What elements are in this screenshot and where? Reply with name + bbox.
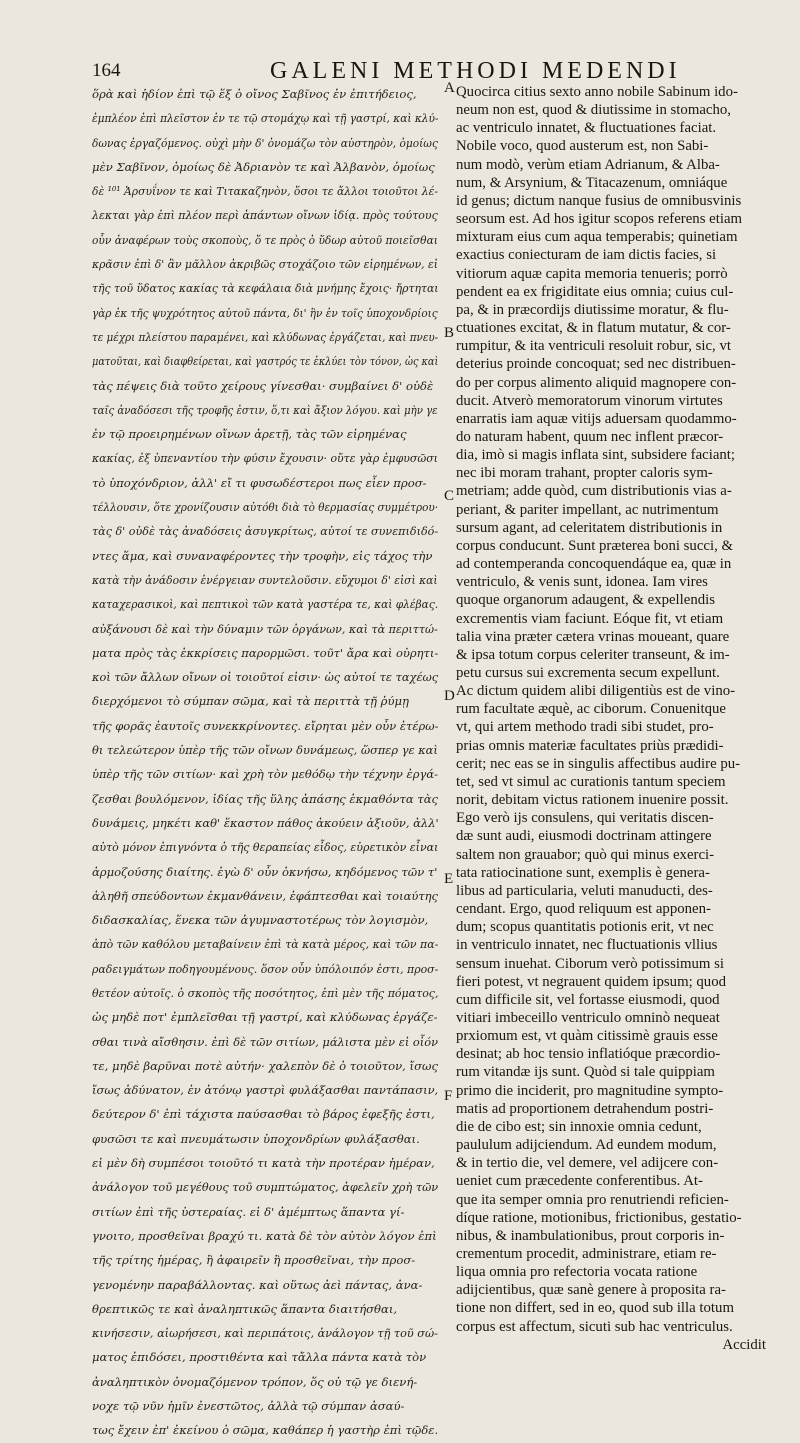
latin-line: rum vitandæ ijs sunt. Quòd si tale quippiam [456,1064,715,1081]
greek-line: δωνας ἐργαζόμενος. οὐχὶ μὴν δ' ὀνομάζω τὸν αὐστηρὸν, ὁμοίως [92,135,438,150]
latin-line: exactius coniecturam de iam dictis facies, si [456,247,717,264]
latin-line: dum; scopus quantitatis potionis erit, vt nec [456,919,714,936]
latin-line: num modò, verùm etiam Adrianum, & Alba- [456,156,720,173]
latin-line: deterius proinde concoquat; sed nec distribuen- [456,356,736,373]
greek-line: δὲ ¹⁰¹ Ἀρσυΐνον τε καὶ Τιτακαζηνὸν, ὅσοι τε ἄλλοι τοιοῦτοι λέ- [92,184,438,199]
greek-line: ἀληθῆ σπεύδοντων ἐκμανθάνειν, ἐφάπτεσθαι καὶ τοιαύτης [92,888,438,903]
latin-line: ac ventriculo innatet, & fluctuationes faciat. [456,120,717,137]
greek-line: οὖν ἀναφέρων τοὺς σκοποὺς, ὅ τε πρὸς ὁ ὕδωρ αὐτοῦ ποιεῖσθαι [92,232,438,247]
running-head: GALENI METHODI MEDENDI [270,58,681,84]
greek-line: κρᾶσιν ἐπὶ δ' ἂν μᾶλλον ἀκριβῶς στοχάζοιο τῶν εἰρημένων, εἰ [92,257,439,272]
latin-line: desinat; ab hoc tensio inflatióque præcordio- [456,1046,721,1063]
greek-line: τέλλουσιν, ὅτε χρονίζουσιν αὐτόθι διὰ τὸ θερμασίας συμμέτρου· [92,500,439,515]
latin-line: excrementis viam faciunt. Eóque fit, vt etiam [456,610,724,627]
greek-line: ἀνάλογον τοῦ μεγέθους τοῦ συμπτώματος, ἀφελεῖν χρὴ τῶν [92,1180,439,1195]
greek-line: ἴσως ἀδύνατον, ἐν ἀτόνῳ γαστρὶ φυλάξασθαι παντάπασιν, [92,1083,439,1098]
greek-line: τε, μηδὲ βαρῦναι ποτὲ αὐτήν· χαλεπὸν δὲ ὁ τοιοῦτον, ἴσως [92,1058,438,1073]
latin-line: do per corpus alimento aliquid magnopere con- [456,374,737,391]
greek-line: τῆς τρίτης ἡμέρας, ἢ ἀφαιρεῖν ἢ προσθεῖναι, τὴν προσ- [92,1253,416,1268]
latin-line: nibus, & inambulationibus, prout corporis in- [456,1227,725,1244]
latin-line: ad contemperanda concoquendáque ea, quæ in [456,556,732,573]
latin-line: Quocirca citius sexto anno nobile Sabinum ido- [456,84,738,100]
greek-line: φυσῶσι τε καὶ πνευμάτωσιν ὑποχονδρίων φυλάξασθαι. [92,1131,420,1146]
latin-text-column [456,83,766,1354]
latin-line: ducit. Atverò memoratorum vinorum virtutes [456,392,723,409]
greek-line: τε μέχρι πλείστου παραμένει, καὶ κλύδωνας ἐργάζεται, καὶ πνευ- [92,329,439,344]
greek-line: γὰρ ἐκ τῆς ψυχρότητος αὐτοῦ πάντα, δι' ἣν ἐν τοῖς ὑποχονδρίοις [92,305,438,320]
latin-line: rumpitur, & ita ventriculi resoluit robur, sic, vt [456,338,731,355]
greek-line: σθαι τινὰ αἴσθησιν. ἐπὶ δὲ τῶν σιτίων, μάλιστα μὲν εἰ οἷόν [92,1034,439,1049]
latin-line: ctuationes excitat, & in flatum mutatur, & cor- [456,320,731,337]
latin-line: mixturam eius cum aqua temperabis; quinetiam [456,229,738,246]
greek-line: θρεπτικῶς τε καὶ ἀναληπτικῶς ἅπαντα διαιτήσθαι, [92,1301,398,1316]
section-marker-b: B [444,325,455,341]
latin-line: sensum inuehat. Ciborum verò potissimum si [456,955,724,972]
greek-text-column [92,82,438,1443]
greek-line: γνοιτο, προσθεῖναι βραχύ τι. κατὰ δὲ τὸν αὐτὸν λόγον ἐπὶ [92,1228,437,1243]
greek-line: ντες ἅμα, καὶ συναναφέροντες τὴν τροφὴν, εἰς τάχος τὴν [92,548,433,563]
greek-line: τως ἔχειν ἐπ' ἐκείνου ὁ σῶμα, καθάπερ ἡ γαστὴρ ἐπὶ τῷδε. [92,1423,439,1438]
latin-line: tione non differt, sed in eo, quod sub illa totum [456,1300,734,1317]
latin-line: dia, imò si magis inflata sint, subsidere faciant; [456,447,736,464]
greek-line: ὅρὰ καὶ ἡδίον ἐπὶ τῷ ἕξ ὁ οἴνος Σαβῖνος ἐν ἐπιτήδειος, [92,87,417,101]
latin-line: prias omnis materiæ facultates priùs prædidi- [456,737,724,754]
latin-line: die de cibo est; sin innoxie omnia cedunt, [456,1118,702,1135]
section-marker-f: F [444,1088,453,1104]
greek-line: ραδειγμάτων ποδηγουμένους. ὅσον οὖν ὑπόλοιπόν ἐστι, προσ- [92,961,439,976]
latin-line: vt, qui artem methodo tradi sibi studet, pro- [456,719,714,736]
greek-line: τὰς πέψεις διὰ τοῦτο χείρους γίνεσθαι· συμβαίνει δ' οὐδὲ [92,378,434,393]
latin-line: vitiari imbeceillo ventriculo omninò nequeat [456,1009,720,1026]
latin-line: Ego verò ijs consulens, qui veritatis discen- [456,810,714,827]
latin-line: periant, & pariter impellant, ac nutrimentum [456,501,719,518]
latin-line: seorsum est. Ad hos igitur scopos referens etiam [456,211,743,228]
greek-line: ματοῦται, καὶ διαφθείρεται, καὶ γαστρός τε ἐκλύει τὸν τόνον, ὡς καὶ [92,354,439,369]
greek-line: γενομένην παραβάλλοντας. καὶ οὕτως ἀεὶ πάντας, ἀνα- [92,1277,423,1292]
section-marker-a: A [444,80,455,96]
latin-line: nec ibi moram trahant, propter caloris sym- [456,465,713,482]
latin-line: sursum agant, ad celeritatem distributionis in [456,519,723,536]
section-marker-e: E [444,871,454,887]
latin-line: petu cursus sui excrementa secum expellunt. [456,665,720,681]
latin-line: corpus conducunt. Sunt præterea boni succi, & [456,537,733,554]
latin-line: cum difficile sit, vel fortasse eiusmodi, quod [456,991,720,1008]
greek-line: ἀπὸ τῶν καθόλου μεταβαίνειν ἐπὶ τὰ κατὰ μέρος, καὶ τῶν πα- [92,937,439,952]
latin-line: que ita semper omnia pro renutriendi reficien- [456,1191,729,1208]
greek-line: ματος ἐπιδόσει, προστιθέντα καὶ τἄλλα πάντα κατὰ τὸν [92,1350,427,1365]
latin-line: ueniet cum præcedente conferentibus. At- [456,1173,703,1190]
greek-line: κοὶ τῶν ἄλλων οἴνων οἱ τοιοῦτοί εἰσιν· ὡς αὐτοί τε ταχέως [92,670,439,685]
latin-line: neum non est, quod & diutissime in stomacho, [456,102,731,119]
latin-line: ventriculo, & venis sunt, idonea. Iam vires [456,574,708,591]
latin-line: quoque organorum adaugent, & expellendis [456,592,716,609]
latin-line: metriam; adde quòd, cum distributionis vias a- [456,483,732,500]
latin-line: num, & Arsynium, & Titacazenum, omniáque [456,174,728,191]
section-marker-c: C [444,488,455,504]
latin-line: adijcientibus, quæ sanè genere à proposita ra- [456,1282,726,1299]
latin-line: crementum procedit, administrare, etiam re- [456,1246,717,1262]
greek-line: λεκται γὰρ ἐπὶ πλέον περὶ ἁπάντων οἴνων ἰδίᾳ. πρὸς τούτους [92,208,438,223]
greek-line: σιτίων ἐπὶ τῆς ὑστεραίας. εἰ δ' ἀμέμπτως ἅπαντα γί- [92,1204,405,1219]
greek-line: ἁρμοζούσης διαίτης. ἐγὼ δ' οὖν ὀκνήσω, κηδόμενος τῶν τ' [92,864,438,879]
greek-line: ὡς μηδὲ ποτ' ἐμπλεῖσθαι τῇ γαστρί, καὶ κλύδωνας ἐργάζε- [92,1010,438,1025]
latin-line: dæ sunt audi, eiusmodi doctrinam attingere [456,828,712,845]
greek-line: τῆς τοῦ ὕδατος κακίας τὰ κεφάλαια διὰ μνήμης ἔχοις· ἤρτηται [92,281,439,296]
greek-line: διδασκαλίας, ἕνεκα τῶν ἀγυμναστοτέρως τὸν λογισμὸν, [92,913,429,928]
latin-line: id genus; dictum nanque fusius de omnibusvinis [456,192,742,209]
latin-line: cerit; nec eas se in singulis affectibus audire pu- [456,755,741,772]
latin-line: cendant. Ergo, quod reliquum est apponen- [456,901,711,918]
latin-line: pa, & in præcordijs diutissime moratur, & flu- [456,301,729,318]
latin-line: corpus est affectum, sicuti sub hac ventriculus. [456,1318,733,1335]
greek-line: μὲν Σαβῖνον, ὁμοίως δὲ Ἀδριανὸν τε καὶ Ἀλβανὸν, ὁμοίως [92,159,435,174]
greek-line: τὰς δ' οὐδὲ τὰς ἀναδόσεις ἀσυγκρίτως, αὐτοί τε συνεπιδιδό- [92,524,439,539]
greek-line: εἰ μὲν δὴ συμπέσοι τοιοῦτό τι κατὰ τὴν προτέραν ἡμέραν, [92,1156,435,1171]
latin-line: Ac dictum quidem alibi diligentiùs est de vino- [456,683,736,700]
latin-line: vitiorum aquæ capita memoria tenueris; porrò [456,265,728,282]
latin-line: Nobile voco, quod austerum est, non Sabi- [456,138,709,155]
greek-line: αὐξάνουσι δὲ καὶ τὴν δύναμιν τῶν ὀργάνων, καὶ τὰ περιττώ- [92,621,438,636]
greek-line: καταχερασικοὶ, καὶ πεπτικοὶ τῶν κατὰ γαστέρα τε, καὶ φλέβας. [92,597,439,612]
latin-line: saltem non grauabor; quò qui minus exerci- [456,846,715,863]
section-marker-d: D [444,688,455,704]
greek-line: νοχε τῷ νῦν ἡμῖν ἐνεστῶτος, ἀλλὰ τῷ σύμπαν ἀσαύ- [92,1399,405,1414]
latin-line: fieri potest, vt negrauent quidem ipsum; quod [456,973,726,990]
greek-line: δεύτερον δ' ἐπὶ τάχιστα παύσασθαι τὸ βάρος ἐφεξῆς ἐστι, [92,1107,435,1122]
latin-line: & in tertio die, vel demere, vel adijcere con- [456,1155,719,1172]
latin-line: liqua omnia pro refectoria vocata ratione [456,1264,698,1281]
page-number: 164 [92,60,121,81]
latin-line: Accidit [722,1336,766,1353]
latin-line: norit, debitam victus rationem inuenire possit. [456,792,729,809]
greek-line: ταῖς ἀναδόσεσι τῆς τροφῆς ἐστιν, ὅ,τι καὶ ἄξιον λόγου. καὶ μὴν γε [92,402,438,417]
greek-line: δυνάμεις, μηκέτι καθ' ἕκαστον πάθος ἀκούειν ἀξιοῦν, ἀλλ' [92,815,439,830]
latin-line: talia vina præter cætera vrinas moueant, quare [456,628,730,645]
latin-line: paululum adijciendum. Ad eundem modum, [456,1137,717,1154]
greek-line: θετέον αὐτοῖς. ὁ σκοπὸς τῆς ποσότητος, ἐπὶ μὲν τῆς πόματος, [92,985,439,1000]
greek-line: ζεσθαι βουλόμενον, ἰδίας τῆς ὕλης ἁπάσης ἐκμαθόντα τὰς [92,791,439,806]
greek-line: κινήσεσιν, αἰωρήσεσι, καὶ περιπάτοις, ἀνάλογον τῇ τοῦ σώ- [92,1326,438,1341]
greek-line: ὑπὲρ τῆς τῶν σιτίων· καὶ χρὴ τὸν μεθόδῳ τὴν τέχνην ἐργά- [92,767,438,782]
latin-line: libus ad particularia, veluti manuducti, des- [456,882,713,899]
greek-line: ματα πρὸς τὰς ἐκκρίσεις παρορμῶσι. τοῦτ' ἄρα καὶ οὐρητι- [92,645,439,660]
latin-line: rum facultate æquè, ac ciborum. Conuenitque [456,701,726,718]
latin-line: tata ratiocinatione sunt, exemplis è genera- [456,864,710,881]
latin-line: in ventriculo innatet, nec fluctuationis vllius [456,937,718,954]
latin-line: prxiomum est, vt quàm citissimè grauis esse [456,1028,718,1045]
greek-line: ἐν τῷ προειρημένων οἴνων ἀρετῇ, τὰς τῶν εἰρημένας [92,427,407,442]
greek-line: κατὰ τὴν ἀνάδοσιν ἐνέργειαν συντελοῦσιν. εὔχυμοι δ' εἰσὶ καὶ [92,572,438,587]
greek-line: θι τελεώτερον ὑπὲρ τῆς τῶν οἴνων δυνάμεως, ὥσπερ γε καὶ [92,743,438,758]
greek-line: διερχόμενοι τὸ σύμπαν σῶμα, καὶ τὰ περιττὰ τῇ ῥύμῃ [92,694,409,709]
greek-line: ἀναληπτικὸν ὀνομαζόμενον τρόπον, ὅς οὐ τῷ γε διενή- [92,1374,418,1389]
greek-line: αὐτὸ μόνον ἐπιγνόντα ὁ τῆς θεραπείας εἶδος, εὑρετικὸν εἶναι [92,840,439,855]
latin-line: tet, sed vt simul ac curationis tantum speciem [456,773,726,790]
greek-line: τῆς φορᾶς ἑαυτοῖς συνεκκρίνοντες. εἴρηται μὲν οὖν ἑτέρω- [92,718,439,733]
latin-line: díque ratione, motionibus, frictionibus, gestatio- [456,1209,742,1226]
latin-line: do naturam habent, quum nec inflent præcor- [456,428,724,445]
latin-line: & ipsa totum corpus celeriter transeunt, & im- [456,646,730,663]
latin-line: pendent ea ex frigiditate eius omnia; cuius cul- [456,283,734,300]
greek-line: τὸ ὑποχόνδριον, ἀλλ' εἴ τι φυσωδέστεροι πως εἶεν προσ- [92,475,427,490]
latin-line: primo die inciderit, pro magnitudine sympto- [456,1082,724,1099]
latin-line: enarratis iam aquæ vitijs aduersam quodammo- [456,410,737,427]
greek-line: ἐμπλέον ἐπὶ πλεῖστον ἐν τε τῷ στομάχῳ καὶ τῇ γαστρί, καὶ κλύ- [92,111,439,126]
greek-line: κακίας, ἐξ ὑπεναντίου τὴν φύσιν ἔχουσιν· οὔτε γὰρ ἐμφυσῶσι [92,451,438,466]
latin-line: matis ad proportionem detrahendum postri- [456,1100,714,1117]
